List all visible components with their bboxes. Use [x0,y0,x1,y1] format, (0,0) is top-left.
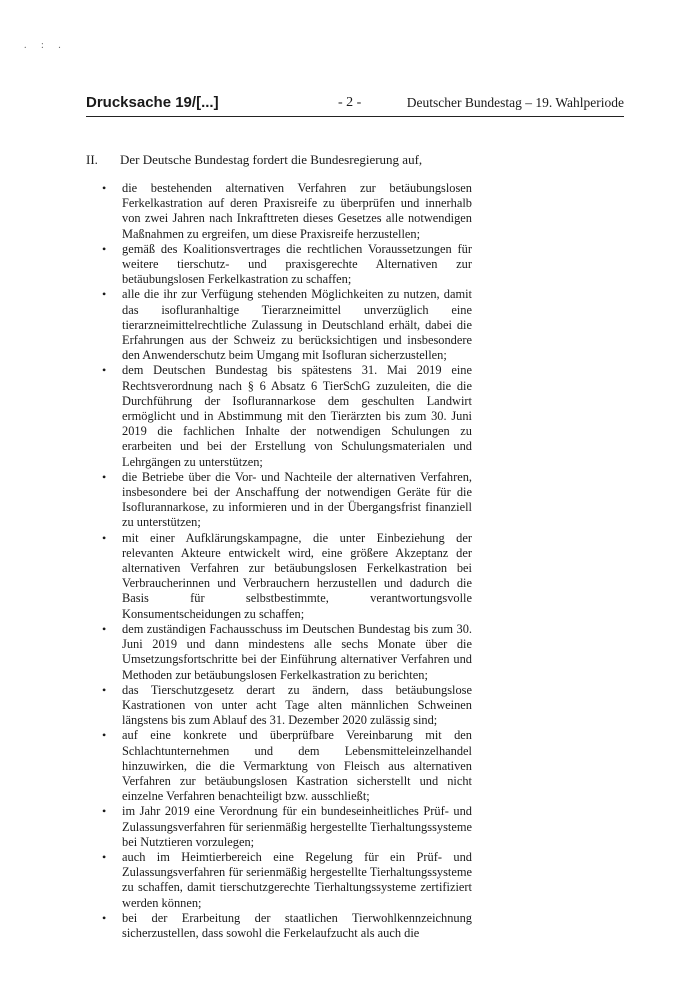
list-item-text: die Betriebe über die Vor- und Nachteile der alternativen Verfahren, insbesondere bei der Anschaffung der notwendigen Geräte für die Isoflurannarkose, zu informieren und in der Übergangsfrist finanziell zu unterstützen; [122,469,472,530]
list-item [102,728,472,804]
bullet-icon: • [102,849,107,864]
bullet-icon: • [102,682,107,697]
list-item [102,241,472,288]
list-item-text: auf eine konkrete und überprüfbare Vereinbarung mit den Schlachtunternehmen und dem Lebensmitteleinzelhandel hinzuwirken, die die Vermarktung von Fleisch aus alternativen Verfahren zur betäubungslosen Kastration sicherstellt und nicht einzelne Verfahren benachteiligt bzw. ausschließt; [122,728,472,804]
list-item-text: auch im Heimtierbereich eine Regelung für ein Prüf- und Zulassungsverfahren für serienmäßig hergestellte Tierhaltungssysteme zu schaffen, damit tierschutzgerechte Tierhaltungssysteme zertifiziert werden können; [122,849,472,910]
list-item [102,363,472,469]
bullet-icon: • [102,469,107,484]
document-number: Drucksache 19/[...] [86,94,219,111]
list-item [102,181,472,242]
list-item [102,621,472,683]
list-item-text: die bestehenden alternativen Verfahren zur betäubungslosen Ferkelkastration auf deren Praxisreife zu überprüfen und innerhalb von zwei Jahren nach Inkrafttreten dieses Gesetzes alle notwendigen Maßnahmen zu ergreifen, um diese Praxisreife herzustellen; [122,181,472,241]
list-item [102,910,472,941]
list-item [102,469,472,531]
list-item-text: mit einer Aufklärungskampagne, die unter Einbeziehung der relevanten Akteure entwickelt wird, eine größere Akzeptanz der alternativen Verfahren zur betäubungslosen Ferkelkastration bei Verbraucherinnen und Verbrauchern herzustellen und dadurch die Basis für selbstbestimmte, verantwortungsvolle Konsumentscheidungen zu schaffen; [122,530,472,621]
page-number: - 2 - [338,95,362,110]
list-item [102,287,472,363]
list-item-text: dem zuständigen Fachausschuss im Deutschen Bundestag bis zum 30. Juni 2019 und dann mindestens alle sechs Monate über die Umsetzungsfortschritte bei der Einführung alternativer Verfahren und Methoden zur betäubungslosen Ferkelkastration zu berichten; [122,621,472,682]
bullet-icon: • [102,287,107,302]
list-item-text: bei der Erarbeitung der staatlichen Tierwohlkennzeichnung sicherzustellen, dass sowohl die Ferkelaufzucht als auch die [122,910,472,940]
bullet-icon: • [102,804,107,819]
scan-specks: . : . [24,40,67,51]
bullet-icon: • [102,530,107,545]
list-item-text: das Tierschutzgesetz derart zu ändern, dass betäubungslose Kastrationen von unter acht Tage alten männlichen Schweinen längstens bis zum Ablauf des 31. Dezember 2020 zulässig sind; [122,682,472,728]
bullet-icon: • [102,621,107,636]
list-item [102,530,472,622]
list-item-text: dem Deutschen Bundestag bis spätestens 31. Mai 2019 eine Rechtsverordnung nach § 6 Absatz 6 TierSchG zuzuleiten, die die Durchführung der Isoflurannarkose dem geschulten Landwirt ermöglicht und in Abstimmung mit den Tierärzten bis zum 30. Juni 2019 die fachlichen Inhalte der notwendigen Schulungen zu erarbeiten und bei der Erstellung von Schulungsmaterialen und Lehrgängen zu unterstützen; [122,363,472,469]
section-number: II. [86,152,98,167]
bullet-icon: • [102,728,107,743]
list-item-text: gemäß des Koalitionsvertrages die rechtlichen Voraussetzungen für weitere tierschutz- und praxisgerechte Alternativen zur betäubungslosen Ferkelkastration zu schaffen; [122,241,472,287]
list-item-text: alle die ihr zur Verfügung stehenden Möglichkeiten zu nutzen, damit das isofluranhaltige Tierarzneimittel unverzüglich eine tierarzneimittelrechtliche Zulassung in Deutschland erhält, dabei die Erfahrungen aus der Schweiz zu berücksichtigen und insbesondere den Anwenderschutz beim Umgang mit Isofluran sicherzustellen; [122,287,472,363]
list-item [102,682,472,729]
list-item [102,849,472,911]
bullet-icon: • [102,910,107,925]
list-item [102,804,472,850]
bullet-icon: • [102,363,107,378]
bullet-icon: • [102,241,107,256]
parliament-title: Deutscher Bundestag – 19. Wahlperiode [406,95,624,110]
bullet-icon: • [102,181,107,195]
demands-list [102,181,472,941]
section-intro: Der Deutsche Bundestag fordert die Bundesregierung auf, [120,152,423,167]
list-item-text: im Jahr 2019 eine Verordnung für ein bundeseinheitliches Prüf- und Zulassungsverfahren für serienmäßig hergestellte Tierhaltungssysteme bei Nutztieren vorzulegen; [122,804,472,849]
page-header [86,94,624,117]
